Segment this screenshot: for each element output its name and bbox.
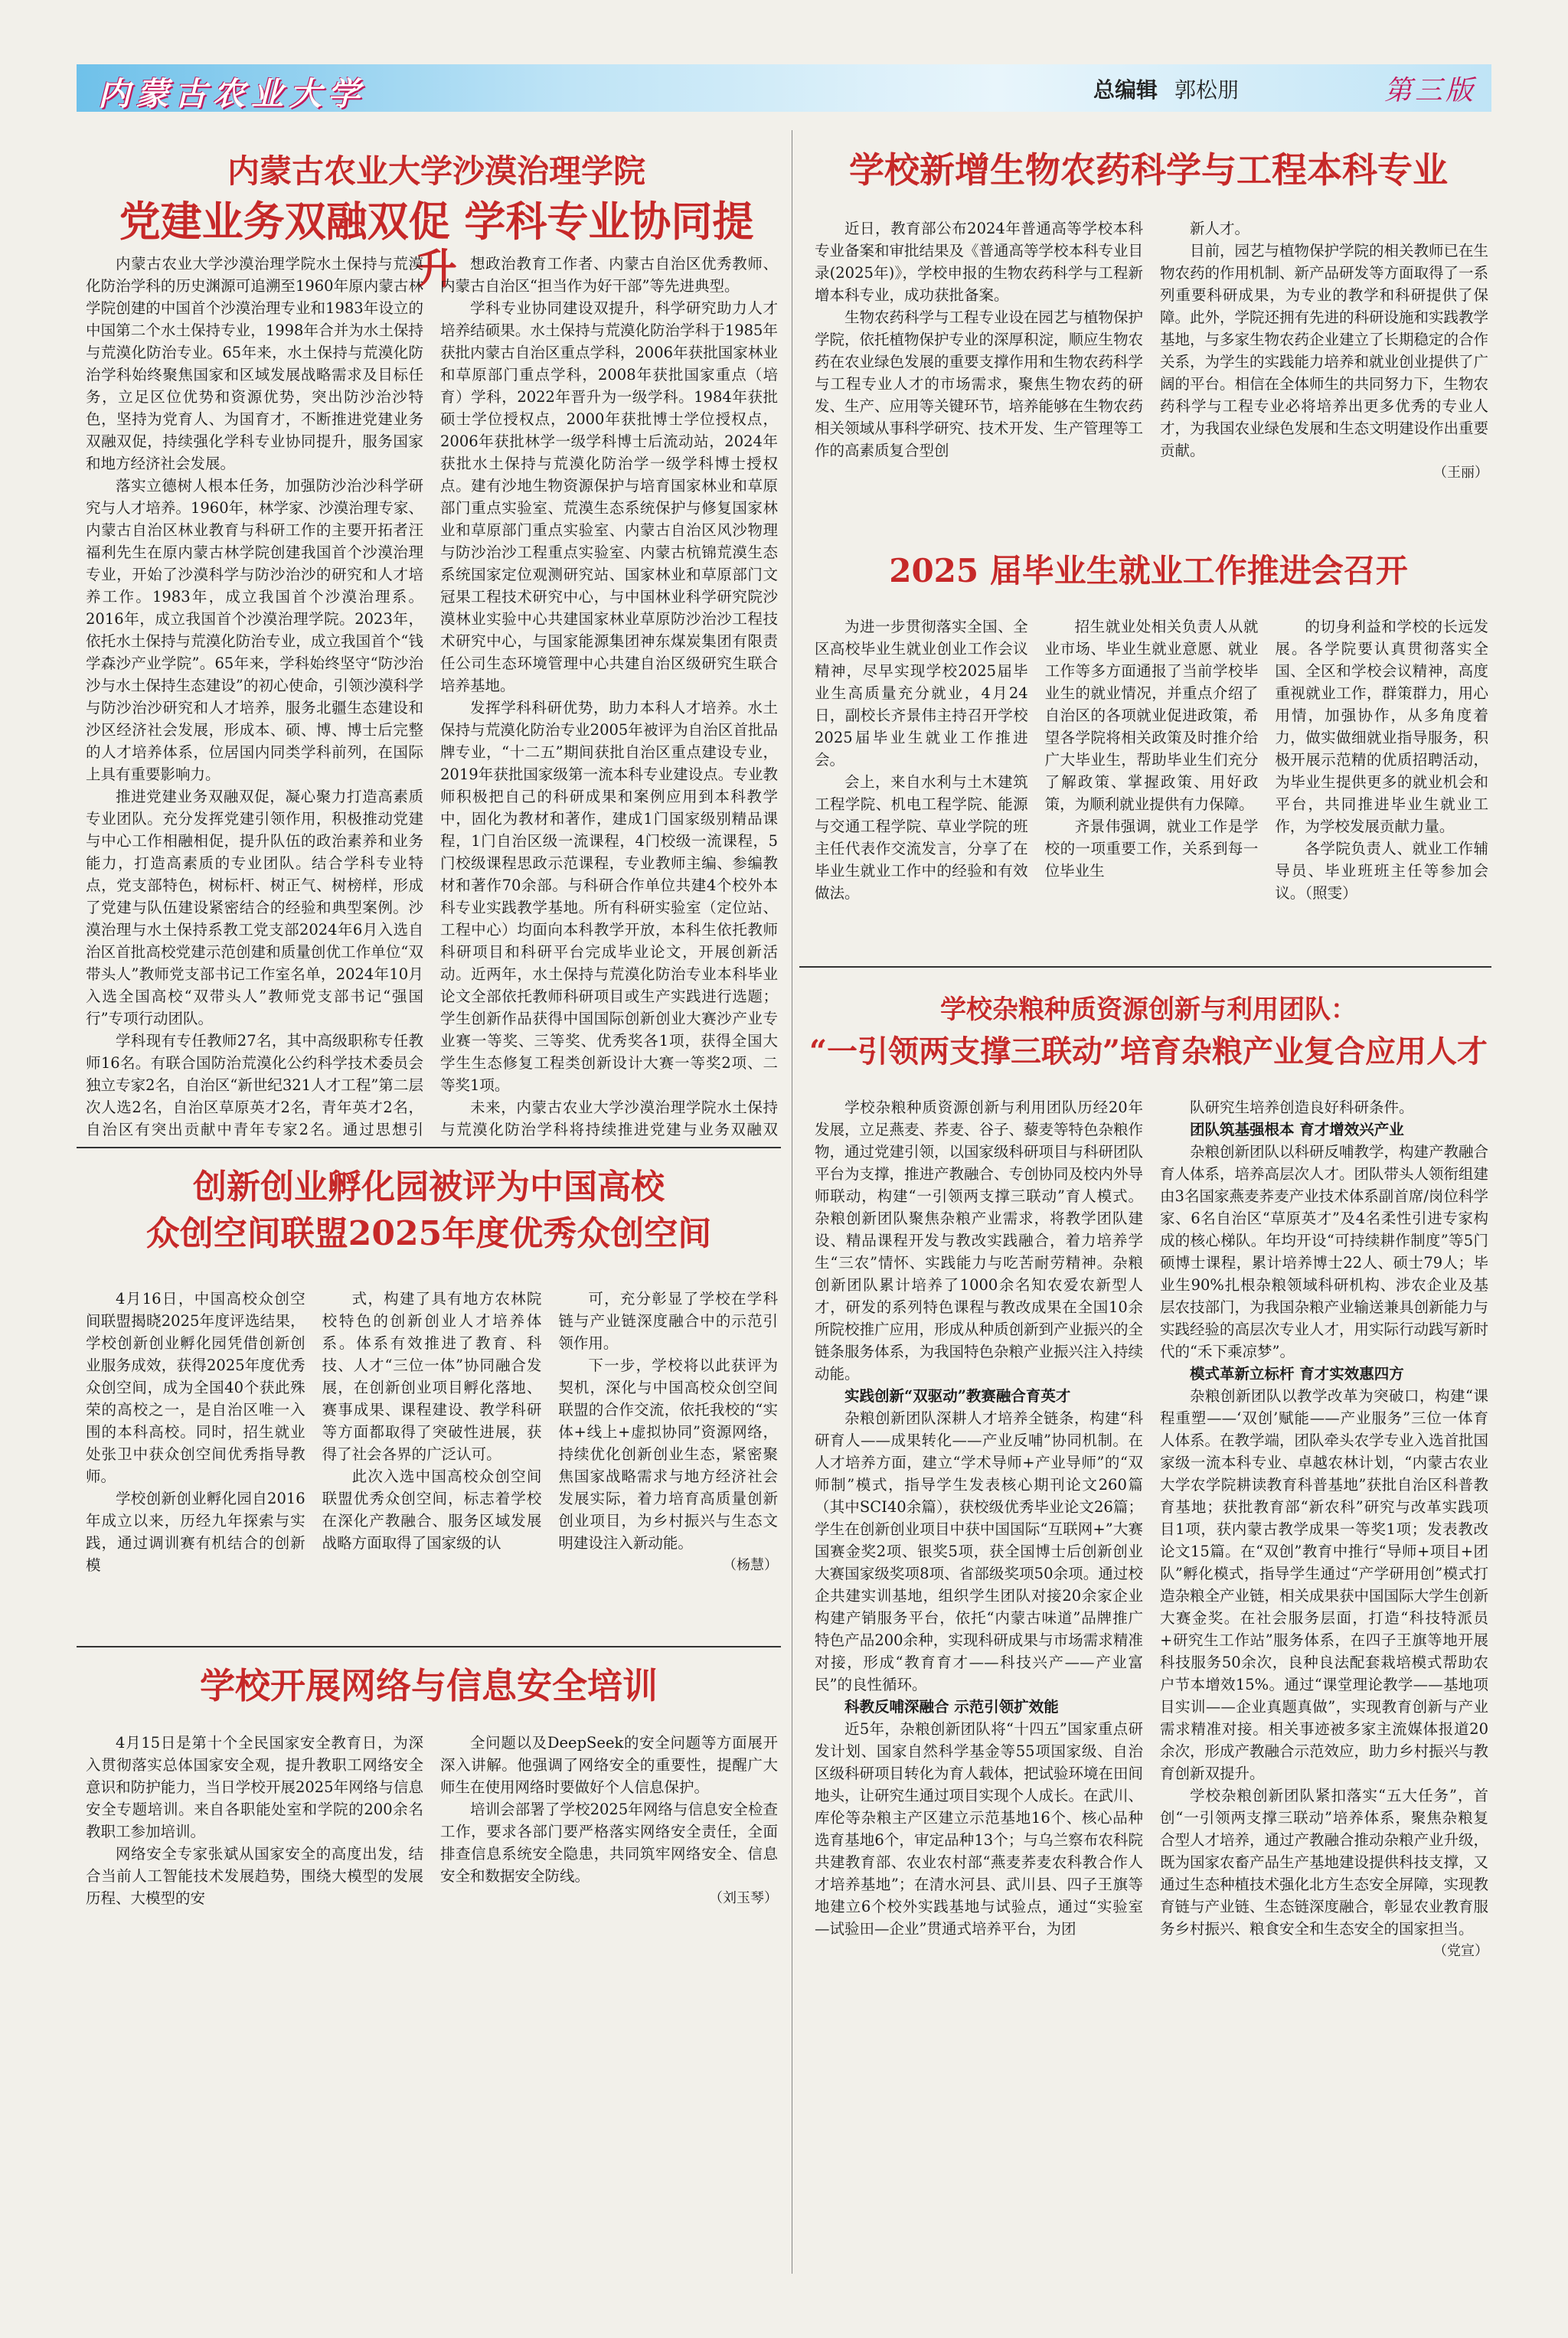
paragraph: 杂粮创新团队以教学改革为突破口，构建“课程重塑——‘双创’赋能——产业服务”三位一体育人体系。在教学端，团队牵头农学专业入选首批国家级一流本科专业、卓越农林计划，“内蒙古农业大学农学院耕读教育科普基地”获批自治区科普教育基地；获批教育部“新农科”研究与改革实践项目1项，获内蒙古教学成果一等奖1项；发表教改论文15篇。在“双创”教育中推行“导师+项目+团队”孵化模式，指导学生通过“产学研用创”模式打造杂粮全产业链，相关成果获中国国际大学生创新大赛金奖。在社会服务层面，打造“科技特派员+研究生工作站”服务体系，在四子王旗等地开展科技服务50余次，良种良法配套栽培模式帮助农户节本增效15%。通过“课堂理论教学——基地项目实训——企业真题真做”，实现教育创新与产业需求精准对接。相关事迹被多家主流媒体报道20余次，形成产教融合示范效应，助力乡村振兴与教育创新双提升。 [1160, 1387, 1488, 1782]
article-5-title-line-2: 众创空间联盟2025年度优秀众创空间 [145, 1213, 712, 1253]
article-credit: （王丽） [1433, 465, 1488, 481]
paragraph: 内蒙古农业大学沙漠治理学院水土保持与荒漠化防治学科的历史渊源可追溯至1960年原内蒙古林学院创建的中国首个沙漠治理专业和1983年设立的中国第二个水土保持专业，1998年合并为水土保持与荒漠化防治专业。65年来，水土保持与荒漠化防治学科始终聚焦国家和区域发展战略需求及目标任务，立足区位优势和资源优势，突出防沙治沙特色，坚持为党育人、为国育才，不断推进党建业务双融双促，持续强化学科专业协同提升，服务国家和地方经济社会发展。 [86, 255, 423, 472]
article-2-col-2 [1160, 217, 1488, 524]
paragraph: 目前，园艺与植物保护学院的相关教师已在生物农药的作用机制、新产品研发等方面取得了一系列重要科研成果，为专业的教学和科研提供了保障。此外，学院还拥有先进的科研设施和实践教学基地，与多家生物农药企业建立了长期稳定的合作关系，为学生的实践能力培养和就业创业提供了广阔的平台。相信在全体师生的共同努力下，生物农药科学与工程专业必将培养出更多优秀的专业人才，为我国农业绿色发展和生态文明建设作出重要贡献。 [1160, 242, 1488, 459]
article-6-body [86, 1732, 778, 1977]
article-6-headline [84, 1666, 773, 1706]
section-divider [77, 1646, 781, 1647]
paragraph: 的切身利益和学校的长远发展。各学院要认真贯彻落实全国、全区和学校会议精神，高度重视就业工作，群策群力，用心用情，加强协作，从多角度着力，做实做细就业指导服务，积极开展示范精的优质招聘活动，为毕业生提供更多的就业机会和平台，共同推进毕业生就业工作，为学校发展贡献力量。 [1275, 618, 1489, 835]
section-subheading: 科教反哺深融合 示范引领扩效能 [844, 1698, 1059, 1716]
article-3-col-3 [1275, 616, 1488, 952]
article-4-col-2 [1160, 1096, 1488, 2291]
paragraph: 网络安全专家张斌从国家安全的高度出发，结合当前人工智能技术发展趋势，围绕大模型的发展历程、大模型的安 [86, 1845, 423, 1907]
paragraph: 学校杂粮创新团队紧扣落实“五大任务”，首创“一引领两支撑三联动”培养体系，聚焦杂粮复合型人才培养，通过产教融合推动杂粮产业升级，既为国家农畜产品生产基地建设提供科技支撑，又通过生态种植技术强化北方生态安全屏障，实现教育链与产业链、生态链深度融合，彰显农业教育服务乡村振兴、粮食安全和生态安全的国家担当。 [1160, 1787, 1488, 1938]
article-1-title-line-2: 党建业务双融双促 学科专业协同提升 [119, 197, 754, 294]
article-6-col-2 [440, 1732, 778, 1977]
paper-name: 内蒙古农业大学 [98, 75, 367, 113]
section-subheading: 实践创新“双驱动”教赛融合育英才 [844, 1387, 1071, 1405]
paragraph: 新人才。 [1190, 220, 1250, 237]
section-subheading: 团队筑基强根本 育才增效兴产业 [1190, 1121, 1404, 1138]
article-credit: （刘玉琴） [709, 1890, 778, 1906]
paragraph: 杂粮创新团队以科研反哺教学，构建产教融合育人体系，培养高层次人才。团队带头人领衔组建由3名国家燕麦荞麦产业技术体系副首席/岗位科学家、6名自治区“草原英才”及4名柔性引进专家构成的核心梯队。年均开设“可持续耕作制度”等5门硕博士课程，累计培养博士22人、硕士79人；毕业生90%扎根杂粮领域科研机构、涉农企业及基层农技部门，为我国杂粮产业输送兼具创新能力与实践经验的高层次专业人才，用实际行动践写新时代的“禾下乘凉梦”。 [1160, 1143, 1488, 1360]
section-divider [77, 1147, 781, 1148]
article-5-col-3 [558, 1288, 778, 1632]
paragraph: 全问题以及DeepSeek的安全问题等方面展开深入讲解。他强调了网络安全的重要性，提醒广大师生在使用网络时要做好个人信息保护。 [440, 1734, 778, 1796]
article-3-body [815, 616, 1488, 952]
article-1-title-line-1: 内蒙古农业大学沙漠治理学院 [227, 152, 645, 190]
paragraph: 落实立德树人根本任务，加强防沙治沙科学研究与人才培养。1960年，林学家、沙漠治理专家、内蒙古自治区林业教育与科研工作的主要开拓者汪福利先生在原内蒙古林学院创建我国首个沙漠治理专业，开始了沙漠科学与防沙治沙的研究和人才培养工作。1983年，成立我国首个沙漠治理系。2016年，成立我国首个沙漠治理学院。2023年，依托水土保持与荒漠化防治专业，成立我国首个“钱学森沙产业学院”。65年来，学科始终坚守“防沙治沙与水土保持生态建设”的初心使命，引领沙漠科学与防沙治沙研究和人才培养，服务北疆生态建设和沙区经济社会发展，形成本、硕、博、博士后完整的人才培养体系，位居国内同类学科前列，在国际上具有重要影响力。 [86, 477, 423, 783]
paragraph: 式，构建了具有地方农林院校特色的创新创业人才培养体系。体系有效推进了教育、科技、人才“三位一体”协同融合发展，在创新创业项目孵化落地、赛事成果、课程建设、教学科研等方面都取得了突破性进展，获得了社会各界的广泛认可。 [322, 1290, 542, 1463]
article-6-title: 学校开展网络与信息安全培训 [200, 1665, 658, 1706]
article-1-col-1 [86, 253, 423, 1137]
article-credit: （党宣） [1433, 1943, 1488, 1959]
paragraph: 学科现有专任教师27名，其中高级职称专任教师16名。有联合国防治荒漠化公约科学技术委员会独立专家2名，自治区“新世纪321人才工程”第二层次人选2名，自治区草原英才2名，青年英才2名，自治区有突出贡献中青年专家2名。通过思想引 [86, 1032, 423, 1137]
article-3-col-2 [1045, 616, 1259, 952]
paragraph: 学校创新创业孵化园自2016年成立以来，历经九年探索与实践，通过调训赛有机结合的创新模 [86, 1490, 305, 1574]
paragraph: 发挥学科科研优势，助力本科人才培养。水土保持与荒漠化防治专业2005年被评为自治区首批品牌专业，“十二五”期间获批自治区重点建设专业，2019年获批国家级第一流本科专业建设点。专业教师积极把自己的科研成果和案例应用到本科教学中，固化为教材和著作，建成1门国家级别精品课程，1门自治区级一流课程，4门校级一流课程，5门校级课程思政示范课程，专业教师主编、参编教材和著作70余部。与科研合作单位共建4个校外本科专业实践教学基地。所有科研实验室（定位站、工程中心）均面向本科教学开放，本科生依托教师科研项目和科研平台完成毕业论文，开展创新活动。近两年，水土保持与荒漠化防治专业本科毕业论文全部依托教师科研项目或生产实践进行选题；学生创新作品获得中国国际创新创业大赛沙产业专业赛一等奖、三等奖、优秀奖各1项，获得全国大学生生态修复工程类创新设计大赛一等奖2项、二等奖1项。 [440, 699, 778, 1094]
article-2-body [815, 217, 1488, 524]
section-divider [799, 966, 1491, 968]
paragraph: 杂粮创新团队深耕人才培养全链条，构建“科研育人——成果转化——产业反哺”协同机制。在人才培养方面，建立“学术导师+产业导师”的“双师制”模式，指导学生发表核心期刊论文260篇（其中SCI40余篇），获校级优秀毕业论文26篇；学生在创新创业项目中获中国国际“互联网+”大赛国赛金奖2项、银奖5项，获全国博士后创新创业大赛国家级奖项8项、省部级奖项50余项。通过校企共建实训基地，组织学生团队对接20余家企业构建产销服务平台，依托“内蒙古味道”品牌推广特色产品200余种，实现科研成果与市场需求精准对接，形成“教育育才——科技兴产——产业富民”的良性循环。 [815, 1409, 1143, 1693]
article-4-body [815, 1096, 1488, 2291]
article-6-col-1 [86, 1732, 423, 1977]
paragraph: 近日，教育部公布2024年普通高等学校本科专业备案和审批结果及《普通高等学校本科专业目录(2025年)》，学校申报的生物农药科学与工程新增本科专业，成功获批备案。 [815, 220, 1143, 304]
paragraph: 近5年，杂粮创新团队将“十四五”国家重点研发计划、国家自然科学基金等55项国家级、自治区级科研项目转化为育人载体，把试验环境在田间地头，让研究生通过项目实现个人成长。在武川、库伦等杂粮主产区建立示范基地16个、核心品种选育基地6个，审定品种13个；与乌兰察布农科院共建教育部、农业农村部“燕麦荞麦农科教合作人才培养基地”；在清水河县、武川县、四子王旗等地建立6个校外实践基地与试验点，通过“实验室—试验田—企业”贯通式培养平台，为团 [815, 1720, 1143, 1938]
paragraph: 4月15日是第十个全民国家安全教育日，为深入贯彻落实总体国家安全观，提升教职工网络安全意识和防护能力，当日学校开展2025年网络与信息安全专题培训。来自各职能处室和学院的200余名教职工参加培训。 [86, 1734, 423, 1840]
article-3-title: 2025 届毕业生就业工作推进会召开 [889, 552, 1408, 589]
article-3-col-1 [815, 616, 1028, 952]
paragraph: 未来，内蒙古农业大学沙漠治理学院水土保持与荒漠化防治学科将持续推进党建与业务双融双 [440, 1099, 778, 1137]
paragraph: 可，充分彰显了学校在学科链与产业链深度融合中的示范引领作用。 [558, 1290, 779, 1352]
section-subheading: 模式革新立标杆 育才实效惠四方 [1190, 1365, 1404, 1383]
article-1-body [86, 253, 778, 1137]
paragraph: 为进一步贯彻落实全国、全区高校毕业生就业创业工作会议精神，尽早实现学校2025届毕业生高质量充分就业，4月24日，副校长齐景伟主持召开学校2025届毕业生就业工作推进会。 [815, 618, 1028, 769]
paragraph: 此次入选中国高校众创空间联盟优秀众创空间，标志着学校在深化产教融合、服务区域发展战略方面取得了国家级的认 [322, 1468, 542, 1552]
article-5-title-line-1: 创新创业孵化园被评为中国高校 [193, 1167, 665, 1207]
article-4-title-line-2: “一引领两支撑三联动”培育杂粮产业复合应用人才 [808, 1033, 1488, 1070]
masthead [77, 64, 1491, 112]
article-credit: （杨慧） [723, 1557, 779, 1573]
paragraph: 4月16日，中国高校众创空间联盟揭晓2025年度评选结果，学校创新创业孵化园凭借创新创业服务成效，获得2025年度优秀众创空间，成为全国40个获此殊荣的高校之一，是自治区唯一入围的本科高校。同时，招生就业处张卫中获众创空间优秀指导教师。 [86, 1290, 305, 1485]
article-3-headline [804, 553, 1493, 589]
editor-name: 郭松朋 [1174, 77, 1240, 103]
article-2-col-1 [815, 217, 1143, 524]
edition-label: 第三版 [1384, 75, 1477, 106]
article-4-col-1 [815, 1096, 1143, 2291]
paragraph: 学科专业协同建设双提升，科学研究助力人才培养结硕果。水土保持与荒漠化防治学科于1985年获批内蒙古自治区重点学科，2006年获批国家林业和草原部门重点学科，2008年获批国家重点（培育）学科，2022年晋升为一级学科。1984年获批硕士学位授权点，2000年获批博士学位授权点，2006年获批林学一级学科博士后流动站，2024年获批水土保持与荒漠化防治学一级学科博士授权点。建有沙地生物资源保护与培育国家林业和草原部门重点实验室、荒漠生态系统保护与修复国家林业和草原部门重点实验室、内蒙古自治区风沙物理与防沙治沙工程重点实验室、内蒙古杭锦荒漠生态系统国家定位观测研究站、国家林业和草原部门文冠果工程技术研究中心，与中国林业科学研究院沙漠林业实验中心共建国家林业草原防沙治沙工程技术研究中心，与国家能源集团神东煤炭集团有限责任公司生态环境管理中心共建自治区级研究生联合培养基地。 [440, 299, 778, 694]
paragraph: 齐景伟强调，就业工作是学校的一项重要工作，关系到每一位毕业生 [1044, 818, 1259, 880]
paragraph: 各学院负责人、就业工作辅导员、毕业班班主任等参加会议。（照雯） [1275, 840, 1489, 902]
paragraph: 学校杂粮种质资源创新与利用团队历经20年发展，立足燕麦、荞麦、谷子、藜麦等特色杂粮作物，通过党建引领，以国家级科研项目与科研团队平台为支撑，推进产教融合、专创协同及校内外导师联动，构建“一引领两支撑三联动”育人模式。杂粮创新团队聚焦杂粮产业需求，将教学团队建设、精品课程开发与教改实践融合，着力培养学生“三农”情怀、实践能力与吃苦耐劳精神。杂粮创新团队累计培养了1000余名知农爱农新型人才，研发的系列特色课程与教改成果在全国10余所院校推广应用，形成从种质创新到产业振兴的全链条服务体系，为我国特色杂粮产业振兴注入持续动能。 [815, 1099, 1143, 1383]
article-5-headline [84, 1168, 773, 1253]
article-5-body [86, 1288, 778, 1632]
editor-label: 总编辑 [1093, 77, 1158, 103]
article-4-headline [804, 995, 1493, 1069]
paragraph: 培训会部署了学校2025年网络与信息安全检查工作，要求各部门要严格落实网络安全责任，全面排查信息系统安全隐患，共同筑牢网络安全、信息安全和数据安全防线。 [440, 1801, 778, 1885]
paragraph: 推进党建业务双融双促，凝心聚力打造高素质专业团队。充分发挥党建引领作用，积极推动党建与中心工作相融相促，提升队伍的政治素养和业务能力，打造高素质的专业团队。结合学科专业特点，党支部特色，树标杆、树正气、树榜样，形成了党建与队伍建设紧密结合的经验和典型案例。沙漠治理与水土保持系教工党支部2024年6月入选自治区首批高校党建示范创建和质量创优工作单位“双带头人”教师党支部书记工作室名单，2024年10月入选全国高校“双带头人”教师党支部书记“强国行”专项行动团队。 [86, 788, 423, 1027]
paragraph: 招生就业处相关负责人从就业市场、毕业生就业意愿、就业工作等多方面通报了当前学校毕业生的就业情况，并重点介绍了自治区的各项就业促进政策，希望各学院将相关政策及时推介给广大毕业生，帮助毕业生们充分了解政策、掌握政策、用好政策，为顺利就业提供有力保障。 [1044, 618, 1259, 813]
paragraph: 生物农药科学与工程专业设在园艺与植物保护学院，依托植物保护专业的深厚积淀，顺应生物农药在农业绿色发展的重要支撑作用和生物农药科学与工程专业人才的市场需求，聚焦生物农药的研发、生产、应用等关键环节，培养能够在生物农药相关领域从事科学研究、技术开发、生产管理等工作的高素质复合型创 [815, 309, 1143, 459]
editor-line [1093, 73, 1239, 104]
paragraph: 队研究生培养创造良好科研条件。 [1190, 1099, 1414, 1116]
article-2-headline [804, 150, 1493, 191]
paragraph: 想政治教育工作者、内蒙古自治区优秀教师、内蒙古自治区“担当作为好干部”等先进典型。 [440, 255, 778, 295]
article-5-col-1 [86, 1288, 305, 1632]
paragraph: 下一步，学校将以此获评为契机，深化与中国高校众创空间联盟的合作交流，依托我校的“实体+线上+虚拟协同”资源网络，持续优化创新创业生态，紧密聚焦国家战略需求与地方经济社会发展实际，着力培育高质量创新创业项目，为乡村振兴与生态文明建设注入新动能。 [558, 1357, 779, 1552]
article-2-title: 学校新增生物农药科学与工程本科专业 [849, 149, 1448, 191]
article-1-col-2 [440, 253, 778, 1137]
article-5-col-2 [322, 1288, 542, 1632]
paragraph: 会上，来自水利与土木建筑工程学院、机电工程学院、能源与交通工程学院、草业学院的班主任代表作交流发言，分享了在毕业生就业工作中的经验和有效做法。 [815, 773, 1028, 902]
article-4-title-line-1: 学校杂粮种质资源创新与利用团队： [940, 994, 1357, 1025]
